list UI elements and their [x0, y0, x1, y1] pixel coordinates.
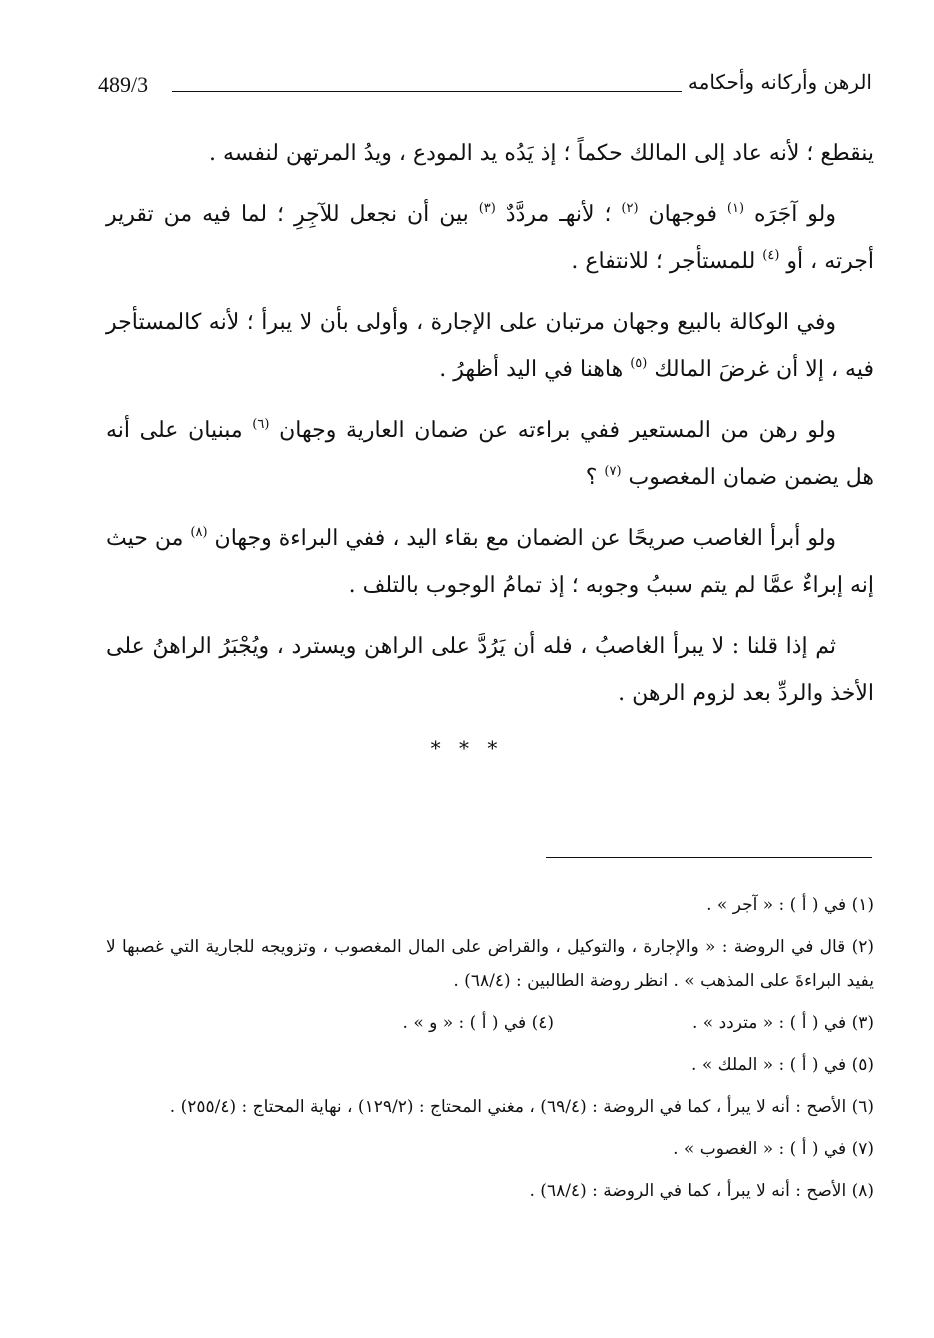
footnote-separator [546, 857, 872, 858]
section-end-asterisks: * * * [430, 736, 504, 760]
text-run: وفي الوكالة بالبيع وجهان مرتبان على الإجارة ، وأولى بأن لا يبرأ ؛ لأنه كالمستأجر فيه ، إلا أن غرضَ المالك [106, 310, 874, 382]
text-run: ؛ لأنهـ مردَّدٌ [495, 202, 622, 227]
text-run: من حيث إنه إبراءٌ عمَّا لم يتم سببُ وجوبه ؛ إذ تمامُ الوجوب بالتلف . [106, 526, 874, 598]
footnote-2: (٢) قال في الروضة : « والإجارة ، والتوكيل ، والقراض على المال المغصوب ، وتزويجه للجارية التي غصبها لا يفيد البراءةَ على المذهب » . انظر روضة الطالبين : (٦٨/٤) . [106, 937, 874, 991]
text-run: ولو آجَرَه [744, 202, 837, 227]
paragraph-4 [106, 407, 874, 501]
footnote-ref-5[interactable]: (٥) [630, 356, 648, 371]
paragraph-1: ينقطع ؛ لأنه عاد إلى المالك حكماً ؛ إذ يَدُه يد المودع ، ويدُ المرتهن لنفسه . [209, 141, 874, 166]
footnote-4: (٤) في ( أ ) : « و » . [402, 1013, 554, 1033]
text-run: ولو أبرأ الغاصب صريحًا عن الضمان مع بقاء اليد ، ففي البراءة وجهان [207, 526, 837, 551]
paragraph-5 [106, 515, 874, 609]
text-run: هاهنا في اليد أظهرُ . [439, 357, 631, 382]
footnotes [106, 888, 874, 1216]
header-rule [172, 91, 682, 92]
footnote-7: (٧) في ( أ ) : « الغصوب » . [673, 1139, 874, 1159]
paragraph-6: ثم إذا قلنا : لا يبرأ الغاصبُ ، فله أن يَرُدَّ على الراهن ويسترد ، ويُجْبَرُ الراهنُ على الأخذ والردِّ بعد لزوم الرهن . [106, 634, 874, 706]
footnote-6: (٦) الأصح : أنه لا يبرأ ، كما في الروضة : (٦٩/٤) ، مغني المحتاج : (١٢٩/٢) ، نهاية المحتاج : (٢٥٥/٤) . [169, 1097, 874, 1117]
footnote-ref-6[interactable]: (٦) [252, 417, 270, 432]
paragraph-2 [106, 191, 874, 285]
footnote-1: (١) في ( أ ) : « آجر » . [706, 895, 874, 915]
footnote-3: (٣) في ( أ ) : « متردد » . [691, 1013, 874, 1033]
footnote-ref-2[interactable]: (٢) [621, 201, 639, 216]
text-run: بين أن نجعل للآجِرِ ؛ لما فيه من تقرير أجرته ، أو [106, 202, 874, 274]
text-run: للمستأجر ؛ للانتفاع . [571, 249, 763, 274]
main-text [106, 130, 874, 731]
running-header [98, 70, 872, 110]
footnote-row-3-4 [106, 1006, 874, 1040]
footnote-8: (٨) الأصح : أنه لا يبرأ ، كما في الروضة : (٦٨/٤) . [529, 1181, 874, 1201]
text-run: ولو رهن من المستعير ففي براءته عن ضمان العارية وجهان [269, 418, 836, 443]
footnote-ref-4[interactable]: (٤) [762, 248, 780, 263]
footnote-5: (٥) في ( أ ) : « الملك » . [691, 1055, 874, 1075]
text-run: فوجهان [638, 202, 727, 227]
footnote-ref-1[interactable]: (١) [726, 201, 745, 216]
text-run: مبنيان على أنه هل يضمن ضمان المغصوب [106, 418, 874, 490]
footnote-ref-7[interactable]: (٧) [604, 464, 622, 479]
footnote-ref-3[interactable]: (٣) [478, 201, 496, 216]
paragraph-3 [106, 299, 874, 393]
footnote-ref-8[interactable]: (٨) [190, 525, 208, 540]
running-title: الرهن وأركانه وأحكامه [687, 70, 872, 94]
text-run: ؟ [585, 465, 605, 490]
page-number: 489/3 [98, 72, 149, 97]
